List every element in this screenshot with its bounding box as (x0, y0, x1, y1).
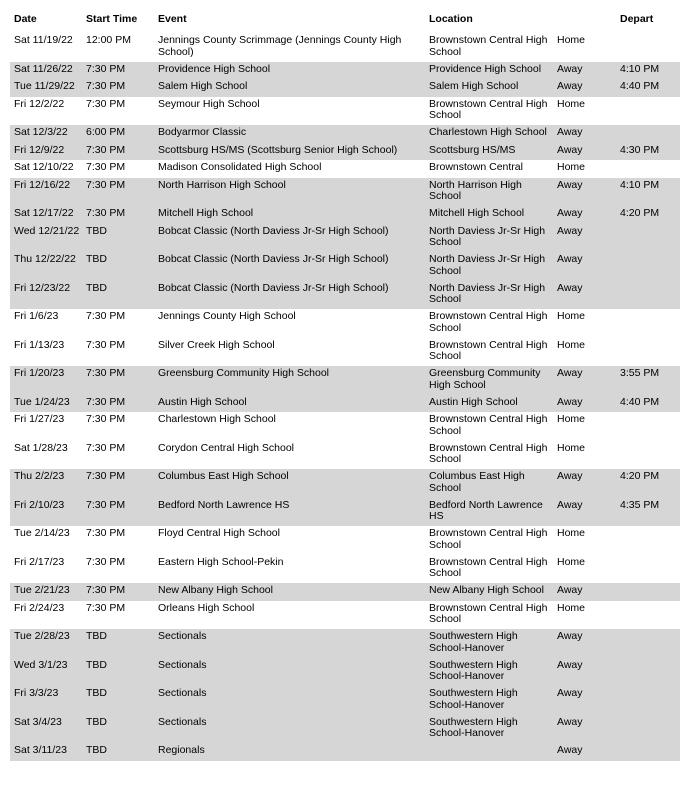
cell-location: North Daviess Jr-Sr High School (425, 252, 553, 281)
cell-depart: 4:10 PM (616, 178, 680, 207)
cell-event: Sectionals (154, 629, 425, 658)
cell-date: Fri 12/16/22 (10, 178, 82, 207)
cell-location: Columbus East High School (425, 469, 553, 498)
table-row (10, 224, 680, 253)
cell-location: Southwestern High School-Hanover (425, 629, 553, 658)
cell-location: Brownstown Central High School (425, 441, 553, 470)
table-row (10, 97, 680, 126)
cell-depart (616, 743, 680, 761)
table-row (10, 498, 680, 527)
cell-home-away: Away (553, 715, 616, 744)
cell-depart (616, 97, 680, 126)
table-row (10, 715, 680, 744)
cell-depart: 4:40 PM (616, 79, 680, 97)
table-row (10, 601, 680, 630)
table-row (10, 469, 680, 498)
table-row (10, 338, 680, 367)
cell-event: Corydon Central High School (154, 441, 425, 470)
cell-event: Seymour High School (154, 97, 425, 126)
cell-depart (616, 33, 680, 62)
cell-event: North Harrison High School (154, 178, 425, 207)
cell-start-time: 7:30 PM (82, 206, 154, 224)
cell-event: Jennings County High School (154, 309, 425, 338)
cell-start-time: 7:30 PM (82, 395, 154, 413)
schedule-body (10, 33, 680, 761)
cell-date: Sat 11/26/22 (10, 62, 82, 80)
cell-home-away: Home (553, 160, 616, 178)
table-row (10, 441, 680, 470)
header-date: Date (14, 13, 37, 25)
cell-date: Sat 11/19/22 (10, 33, 82, 62)
cell-date: Fri 12/23/22 (10, 281, 82, 310)
cell-date: Sat 12/10/22 (10, 160, 82, 178)
schedule-table (10, 11, 680, 761)
header-event: Event (158, 13, 187, 25)
cell-date: Sat 1/28/23 (10, 441, 82, 470)
cell-location: Brownstown Central High School (425, 601, 553, 630)
cell-start-time: 7:30 PM (82, 62, 154, 80)
cell-start-time: 7:30 PM (82, 178, 154, 207)
cell-home-away: Away (553, 178, 616, 207)
cell-home-away: Away (553, 366, 616, 395)
cell-start-time: TBD (82, 224, 154, 253)
header-row (10, 11, 680, 33)
cell-date: Thu 12/22/22 (10, 252, 82, 281)
cell-start-time: TBD (82, 715, 154, 744)
cell-date: Wed 3/1/23 (10, 658, 82, 687)
cell-location: North Daviess Jr-Sr High School (425, 224, 553, 253)
cell-date: Tue 2/28/23 (10, 629, 82, 658)
header-home-away (553, 11, 616, 33)
cell-start-time: 7:30 PM (82, 338, 154, 367)
cell-depart: 4:40 PM (616, 395, 680, 413)
cell-date: Sat 3/4/23 (10, 715, 82, 744)
table-row (10, 62, 680, 80)
table-row (10, 33, 680, 62)
cell-depart (616, 224, 680, 253)
cell-event: Bobcat Classic (North Daviess Jr-Sr High School) (154, 252, 425, 281)
cell-event: Regionals (154, 743, 425, 761)
cell-depart (616, 629, 680, 658)
cell-date: Sat 12/17/22 (10, 206, 82, 224)
cell-location: North Harrison High School (425, 178, 553, 207)
table-row (10, 686, 680, 715)
cell-location: Charlestown High School (425, 125, 553, 143)
cell-date: Fri 2/24/23 (10, 601, 82, 630)
cell-home-away: Away (553, 252, 616, 281)
cell-location: Southwestern High School-Hanover (425, 715, 553, 744)
cell-event: Bodyarmor Classic (154, 125, 425, 143)
table-row (10, 79, 680, 97)
cell-location: Brownstown Central High School (425, 555, 553, 584)
cell-event: Silver Creek High School (154, 338, 425, 367)
table-row (10, 395, 680, 413)
cell-home-away: Away (553, 281, 616, 310)
cell-depart (616, 715, 680, 744)
cell-start-time: 7:30 PM (82, 583, 154, 601)
cell-depart: 4:20 PM (616, 469, 680, 498)
header-location: Location (429, 13, 473, 25)
cell-location: North Daviess Jr-Sr High School (425, 281, 553, 310)
cell-home-away: Home (553, 526, 616, 555)
cell-home-away: Home (553, 441, 616, 470)
cell-location: Brownstown Central High School (425, 33, 553, 62)
cell-depart (616, 160, 680, 178)
cell-home-away: Away (553, 125, 616, 143)
cell-location: Brownstown Central High School (425, 338, 553, 367)
cell-start-time: TBD (82, 658, 154, 687)
cell-home-away: Home (553, 309, 616, 338)
cell-start-time: 7:30 PM (82, 309, 154, 338)
cell-start-time: 7:30 PM (82, 555, 154, 584)
cell-event: Austin High School (154, 395, 425, 413)
cell-home-away: Home (553, 338, 616, 367)
cell-depart (616, 252, 680, 281)
cell-depart (616, 526, 680, 555)
cell-home-away: Home (553, 33, 616, 62)
cell-home-away: Away (553, 629, 616, 658)
cell-start-time: 7:30 PM (82, 79, 154, 97)
cell-event: Bobcat Classic (North Daviess Jr-Sr High School) (154, 224, 425, 253)
cell-event: New Albany High School (154, 583, 425, 601)
cell-location: Brownstown Central (425, 160, 553, 178)
cell-depart: 3:55 PM (616, 366, 680, 395)
cell-event: Orleans High School (154, 601, 425, 630)
table-row (10, 743, 680, 761)
cell-date: Tue 11/29/22 (10, 79, 82, 97)
cell-location: Brownstown Central High School (425, 412, 553, 441)
cell-start-time: 7:30 PM (82, 143, 154, 161)
table-row (10, 366, 680, 395)
cell-depart (616, 338, 680, 367)
cell-date: Fri 1/20/23 (10, 366, 82, 395)
cell-home-away: Away (553, 206, 616, 224)
cell-event: Providence High School (154, 62, 425, 80)
cell-event: Greensburg Community High School (154, 366, 425, 395)
cell-start-time: 7:30 PM (82, 160, 154, 178)
cell-date: Tue 1/24/23 (10, 395, 82, 413)
cell-home-away: Away (553, 79, 616, 97)
cell-start-time: 7:30 PM (82, 601, 154, 630)
cell-location: Bedford North Lawrence HS (425, 498, 553, 527)
cell-depart: 4:20 PM (616, 206, 680, 224)
table-row (10, 143, 680, 161)
table-row (10, 160, 680, 178)
cell-depart: 4:35 PM (616, 498, 680, 527)
table-row (10, 583, 680, 601)
cell-event: Scottsburg HS/MS (Scottsburg Senior High School) (154, 143, 425, 161)
cell-date: Wed 12/21/22 (10, 224, 82, 253)
cell-location (425, 743, 553, 761)
cell-home-away: Away (553, 143, 616, 161)
cell-start-time: TBD (82, 629, 154, 658)
cell-date: Fri 1/27/23 (10, 412, 82, 441)
cell-start-time: TBD (82, 252, 154, 281)
cell-depart (616, 601, 680, 630)
cell-depart (616, 686, 680, 715)
cell-event: Jennings County Scrimmage (Jennings County High School) (154, 33, 425, 62)
cell-start-time: 7:30 PM (82, 469, 154, 498)
cell-date: Fri 12/2/22 (10, 97, 82, 126)
cell-start-time: 7:30 PM (82, 97, 154, 126)
cell-home-away: Away (553, 743, 616, 761)
table-row (10, 125, 680, 143)
cell-depart (616, 658, 680, 687)
table-row (10, 412, 680, 441)
cell-date: Tue 2/14/23 (10, 526, 82, 555)
cell-start-time: 7:30 PM (82, 441, 154, 470)
cell-home-away: Away (553, 583, 616, 601)
cell-depart: 4:30 PM (616, 143, 680, 161)
cell-home-away: Away (553, 686, 616, 715)
cell-home-away: Away (553, 62, 616, 80)
table-row (10, 178, 680, 207)
cell-location: Brownstown Central High School (425, 309, 553, 338)
table-row (10, 252, 680, 281)
cell-start-time: 7:30 PM (82, 366, 154, 395)
cell-event: Bobcat Classic (North Daviess Jr-Sr High School) (154, 281, 425, 310)
cell-event: Madison Consolidated High School (154, 160, 425, 178)
cell-event: Mitchell High School (154, 206, 425, 224)
cell-start-time: 6:00 PM (82, 125, 154, 143)
header-start-time: Start Time (86, 13, 138, 25)
cell-start-time: 7:30 PM (82, 412, 154, 441)
table-row (10, 309, 680, 338)
cell-event: Sectionals (154, 686, 425, 715)
cell-event: Floyd Central High School (154, 526, 425, 555)
cell-date: Thu 2/2/23 (10, 469, 82, 498)
cell-location: New Albany High School (425, 583, 553, 601)
cell-location: Southwestern High School-Hanover (425, 686, 553, 715)
cell-depart (616, 125, 680, 143)
cell-start-time: 7:30 PM (82, 526, 154, 555)
cell-home-away: Away (553, 498, 616, 527)
cell-date: Tue 2/21/23 (10, 583, 82, 601)
table-row (10, 526, 680, 555)
cell-location: Brownstown Central High School (425, 526, 553, 555)
cell-date: Fri 1/13/23 (10, 338, 82, 367)
cell-date: Fri 2/10/23 (10, 498, 82, 527)
cell-start-time: 7:30 PM (82, 498, 154, 527)
cell-event: Bedford North Lawrence HS (154, 498, 425, 527)
cell-home-away: Home (553, 555, 616, 584)
cell-date: Sat 12/3/22 (10, 125, 82, 143)
cell-date: Fri 2/17/23 (10, 555, 82, 584)
cell-home-away: Home (553, 97, 616, 126)
cell-location: Austin High School (425, 395, 553, 413)
table-row (10, 206, 680, 224)
header-depart: Depart (620, 13, 654, 25)
cell-date: Sat 3/11/23 (10, 743, 82, 761)
table-row (10, 658, 680, 687)
cell-home-away: Home (553, 601, 616, 630)
cell-date: Fri 12/9/22 (10, 143, 82, 161)
cell-event: Eastern High School-Pekin (154, 555, 425, 584)
cell-event: Salem High School (154, 79, 425, 97)
cell-depart (616, 583, 680, 601)
cell-depart (616, 309, 680, 338)
cell-home-away: Away (553, 469, 616, 498)
cell-location: Salem High School (425, 79, 553, 97)
cell-date: Fri 1/6/23 (10, 309, 82, 338)
cell-start-time: 12:00 PM (82, 33, 154, 62)
cell-depart (616, 412, 680, 441)
cell-event: Charlestown High School (154, 412, 425, 441)
cell-depart (616, 281, 680, 310)
cell-location: Scottsburg HS/MS (425, 143, 553, 161)
table-row (10, 555, 680, 584)
cell-location: Mitchell High School (425, 206, 553, 224)
table-row (10, 281, 680, 310)
cell-depart (616, 555, 680, 584)
cell-start-time: TBD (82, 281, 154, 310)
cell-location: Brownstown Central High School (425, 97, 553, 126)
cell-event: Sectionals (154, 658, 425, 687)
cell-home-away: Away (553, 224, 616, 253)
cell-location: Greensburg Community High School (425, 366, 553, 395)
cell-location: Providence High School (425, 62, 553, 80)
cell-date: Fri 3/3/23 (10, 686, 82, 715)
cell-home-away: Away (553, 395, 616, 413)
cell-location: Southwestern High School-Hanover (425, 658, 553, 687)
cell-event: Sectionals (154, 715, 425, 744)
cell-start-time: TBD (82, 743, 154, 761)
cell-start-time: TBD (82, 686, 154, 715)
cell-home-away: Away (553, 658, 616, 687)
table-row (10, 629, 680, 658)
cell-home-away: Home (553, 412, 616, 441)
cell-depart (616, 441, 680, 470)
cell-event: Columbus East High School (154, 469, 425, 498)
cell-depart: 4:10 PM (616, 62, 680, 80)
